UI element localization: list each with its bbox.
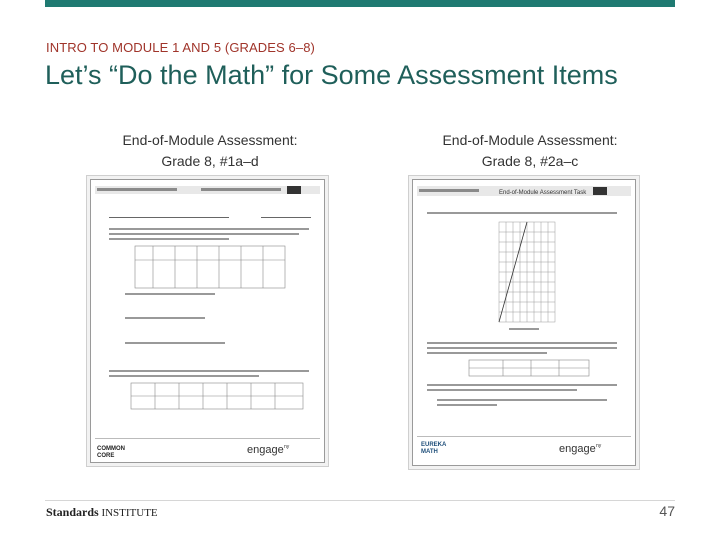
footer-divider	[45, 500, 675, 501]
caption-left-line1: End-of-Module Assessment:	[122, 132, 298, 148]
section-kicker: INTRO TO MODULE 1 AND 5 (GRADES 6–8)	[46, 40, 315, 55]
top-accent-bar	[45, 0, 675, 7]
footer-logo-right-2: MATH	[421, 449, 438, 455]
slide-title: Let’s “Do the Math” for Some Assessment Items	[45, 60, 618, 90]
page-number: 47	[659, 503, 675, 519]
footer-brand-bold: Standards	[46, 505, 99, 519]
caption-left-line2: Grade 8, #1a–d	[161, 153, 259, 169]
engage-logo-left: engage	[247, 444, 284, 456]
footer-logo-left-2: CORE	[97, 453, 115, 459]
worksheet-page-right	[413, 180, 635, 465]
caption-right-line2: Grade 8, #2a–c	[481, 153, 579, 169]
engage-logo-right: engage	[559, 443, 596, 455]
caption-right-line1: End-of-Module Assessment:	[442, 132, 618, 148]
footer-logo-left: COMMON	[97, 446, 125, 452]
footer-brand-rest: INSTITUTE	[101, 507, 158, 519]
assessment-thumbnail-left[interactable]	[90, 179, 325, 463]
worksheet-page-left	[91, 180, 324, 462]
footer-logo-right: EUREKA	[421, 442, 447, 448]
assessment-thumbnail-right[interactable]	[412, 179, 636, 466]
engage-sup-left: ny	[284, 444, 290, 450]
sheet-header-right: End-of-Module Assessment Task	[499, 190, 587, 196]
caption-left	[90, 130, 330, 172]
engage-sup-right: ny	[596, 443, 602, 449]
footer-brand	[46, 505, 158, 520]
caption-right	[410, 130, 650, 172]
